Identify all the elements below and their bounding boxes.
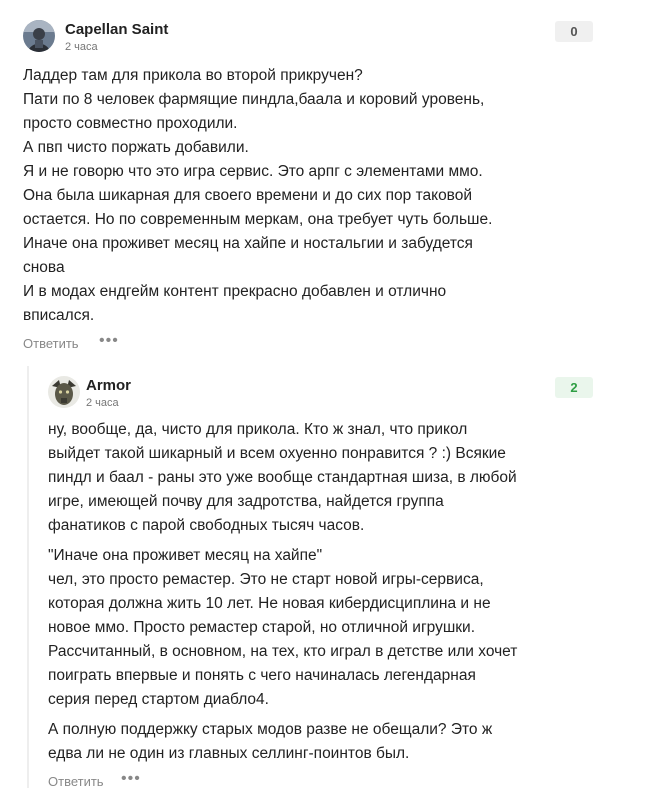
text-line: которая должна жить 10 лет. Не новая кибердисциплина и не: [48, 595, 491, 612]
comment-time: 2 часа: [65, 41, 98, 53]
avatar[interactable]: [48, 376, 80, 408]
comment-time: 2 часа: [86, 397, 119, 409]
paragraph: [48, 718, 595, 766]
text-line: пиндл и баал - раны это уже вообще стандартная шиза, в любой: [48, 469, 517, 486]
author-name[interactable]: Capellan Saint: [65, 21, 169, 38]
comment-text: [48, 418, 595, 766]
comment-header: [23, 18, 595, 58]
comment-text: [23, 64, 595, 328]
text-line: И в модах ендгейм контент прекрасно добавлен и отлично: [23, 283, 447, 300]
avatar[interactable]: [23, 20, 55, 52]
text-line: едва ли не один из главных селлинг-поинтов был.: [48, 745, 410, 762]
text-line: новое ммо. Просто ремастер старой, но отличной игрушки.: [48, 619, 475, 636]
paragraph: [48, 418, 595, 538]
text-line: Пати по 8 человек фармящие пиндла,баала и коровий уровень,: [23, 91, 485, 108]
text-line: просто совместно проходили.: [23, 115, 238, 132]
text-line: Ладдер там для прикола во второй прикручен?: [23, 67, 363, 84]
text-line: Я и не говорю что это игра сервис. Это арпг с элементами ммо.: [23, 163, 483, 180]
text-line: Иначе она проживет месяц на хайпе и ностальгии и забудется: [23, 235, 473, 252]
author-name[interactable]: Armor: [86, 377, 132, 394]
comment: [23, 18, 595, 358]
text-line: ну, вообще, да, чисто для прикола. Кто ж знал, что прикол: [48, 421, 468, 438]
more-options-icon[interactable]: •••: [99, 332, 119, 349]
reply-button[interactable]: Ответить: [23, 336, 79, 351]
comment-actions: [48, 770, 595, 788]
reply-comment: [48, 374, 595, 788]
text-line: А пвп чисто поржать добавили.: [23, 139, 249, 156]
text-line: выйдет такой шикарный и всем охуенно понравится ? :) Всякие: [48, 445, 506, 462]
text-line: фанатиков с парой свободных тысяч часов.: [48, 517, 365, 534]
text-line: чел, это просто ремастер. Это не старт новой игры-сервиса,: [48, 571, 484, 588]
paragraph: [48, 544, 595, 712]
text-line: поиграть впервые и понять с чего начиналась легендарная: [48, 667, 476, 684]
text-line: игре, имеющей почву для задротства, найдется группа: [48, 493, 444, 510]
text-line: остается. Но по современным меркам, она требует чуть больше.: [23, 211, 493, 228]
text-line: Она была шикарная для своего времени и до сих пор таковой: [23, 187, 473, 204]
rating-badge: 2: [555, 377, 593, 398]
more-options-icon[interactable]: •••: [121, 770, 141, 787]
comment-header: [48, 374, 595, 414]
thread-line: [27, 366, 29, 788]
text-line: "Иначе она проживет месяц на хайпе": [48, 547, 323, 564]
text-line: снова: [23, 259, 65, 276]
reply-button[interactable]: Ответить: [48, 774, 104, 788]
comment-actions: [23, 332, 595, 358]
text-line: серия перед стартом диабло4.: [48, 691, 269, 708]
text-line: вписался.: [23, 307, 95, 324]
rating-badge: 0: [555, 21, 593, 42]
text-line: Рассчитанный, в основном, на тех, кто играл в детстве или хочет: [48, 643, 518, 660]
text-line: А полную поддержку старых модов разве не обещали? Это ж: [48, 721, 493, 738]
